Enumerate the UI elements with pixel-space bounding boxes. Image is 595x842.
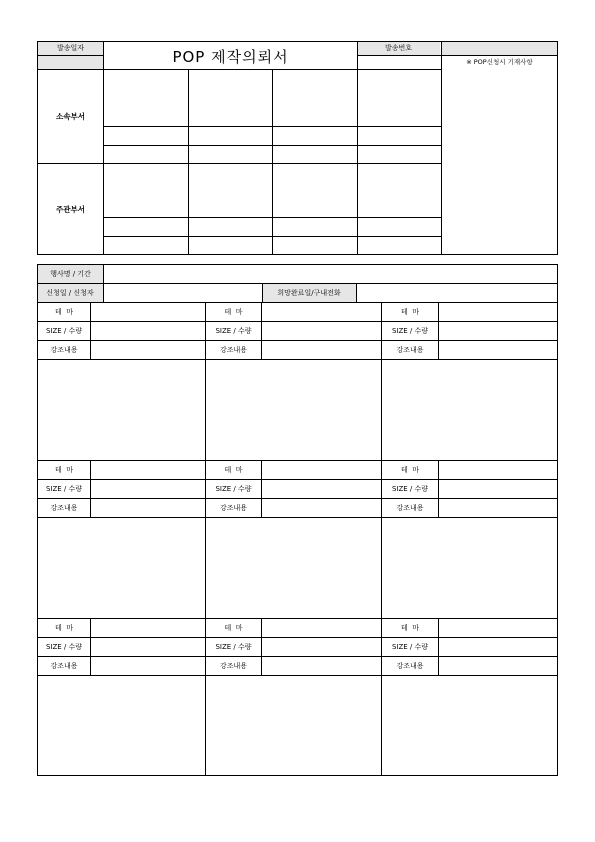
issue-no-value-cell: [441, 42, 557, 55]
owner-dept-label: 주관부서: [56, 204, 85, 214]
size-label: SIZE / 수량: [391, 642, 429, 651]
emphasis-label: 강조내용: [396, 345, 424, 354]
dept-label: 소속부서: [56, 111, 85, 121]
size-label: SIZE / 수량: [215, 484, 252, 493]
size-label: SIZE / 수량: [45, 484, 83, 493]
emphasis-label: 강조내용: [396, 503, 424, 512]
issue-date-label-cell-lower: [38, 56, 103, 69]
theme-label: 테 마: [55, 307, 73, 316]
theme-label: 테 마: [224, 623, 243, 632]
emphasis-label: 강조내용: [219, 345, 248, 354]
theme-label: 테 마: [55, 465, 73, 474]
application-note: ※ POP신청시 기재사항: [466, 58, 533, 67]
size-label: SIZE / 수량: [45, 326, 83, 335]
theme-label: 테 마: [224, 307, 243, 316]
theme-label: 테 마: [55, 623, 73, 632]
size-label: SIZE / 수량: [215, 642, 252, 651]
emphasis-label: 강조내용: [50, 345, 78, 354]
theme-label: 테 마: [401, 465, 419, 474]
apply-label: 신청일 / 신청자: [46, 288, 94, 297]
size-label: SIZE / 수량: [391, 326, 429, 335]
emphasis-label: 강조내용: [50, 661, 78, 670]
emphasis-label: 강조내용: [396, 661, 424, 670]
header-frame: [37, 41, 558, 255]
emphasis-label: 강조내용: [219, 661, 248, 670]
page-title: POP 제작의뢰서: [172, 47, 289, 66]
theme-label: 테 마: [401, 623, 419, 632]
emphasis-label: 강조내용: [219, 503, 248, 512]
size-label: SIZE / 수량: [45, 642, 83, 651]
theme-label: 테 마: [401, 307, 419, 316]
issue-no-label: 발송번호: [384, 44, 413, 52]
size-label: SIZE / 수량: [391, 484, 429, 493]
issue-date-label: 발송일자: [56, 44, 85, 52]
emphasis-label: 강조내용: [50, 503, 78, 512]
size-label: SIZE / 수량: [215, 326, 252, 335]
event-name-label: 행사명 / 기간: [50, 269, 91, 278]
theme-label: 테 마: [224, 465, 243, 474]
contact-label: 희망완료일/구내전화: [277, 288, 341, 297]
